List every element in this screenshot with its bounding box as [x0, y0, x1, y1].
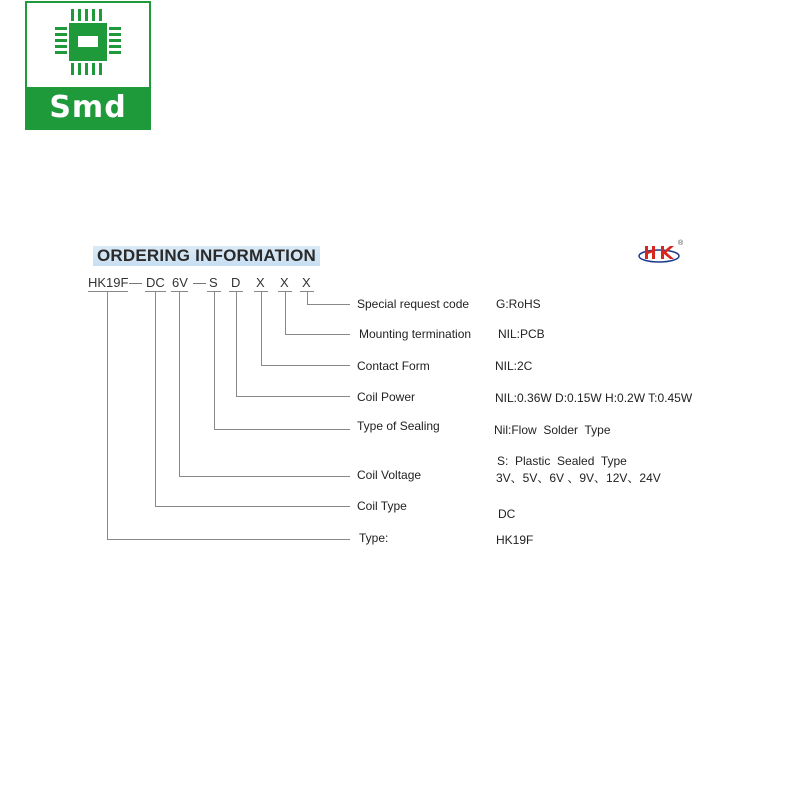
- value-mounting-termination: NIL:PCB: [498, 327, 545, 341]
- value-coil-type: DC: [498, 507, 516, 521]
- label-contact-form: Contact Form: [357, 359, 430, 373]
- label-type: Type:: [359, 531, 389, 545]
- page-title-text: ORDERING INFORMATION: [97, 246, 317, 265]
- code-coil-voltage: 6V: [172, 275, 188, 290]
- value-contact-form: NIL:2C: [495, 359, 533, 373]
- svg-text:®: ®: [678, 240, 684, 247]
- value-sealing-plastic: S: Plastic Sealed Type: [497, 454, 627, 468]
- label-coil-power: Coil Power: [357, 390, 416, 404]
- value-type: HK19F: [496, 533, 534, 547]
- code-mounting: X: [280, 275, 289, 290]
- code-coil-power: D: [231, 275, 241, 290]
- value-coil-power: NIL:0.36W D:0.15W H:0.2W T:0.45W: [495, 391, 693, 405]
- logo-text: Smd: [49, 90, 127, 125]
- value-special-request-code: G:RoHS: [496, 297, 541, 311]
- code-coil-type: DC: [146, 275, 165, 290]
- code-sealing: S: [209, 275, 218, 290]
- value-coil-voltage: 3V、5V、6V 、9V、12V、24V: [496, 471, 661, 485]
- label-type-of-sealing: Type of Sealing: [357, 419, 440, 433]
- code-dash-1: —: [129, 275, 142, 290]
- label-mounting-termination: Mounting termination: [359, 327, 472, 341]
- code-special: X: [302, 275, 311, 290]
- label-coil-voltage: Coil Voltage: [357, 468, 422, 482]
- value-sealing-flow: Nil:Flow Solder Type: [494, 423, 611, 437]
- code-dash-2: —: [193, 275, 206, 290]
- code-contact-form: X: [256, 275, 265, 290]
- label-special-request-code: Special request code: [357, 297, 470, 311]
- label-coil-type: Coil Type: [357, 499, 407, 513]
- code-type: HK19F: [88, 275, 129, 290]
